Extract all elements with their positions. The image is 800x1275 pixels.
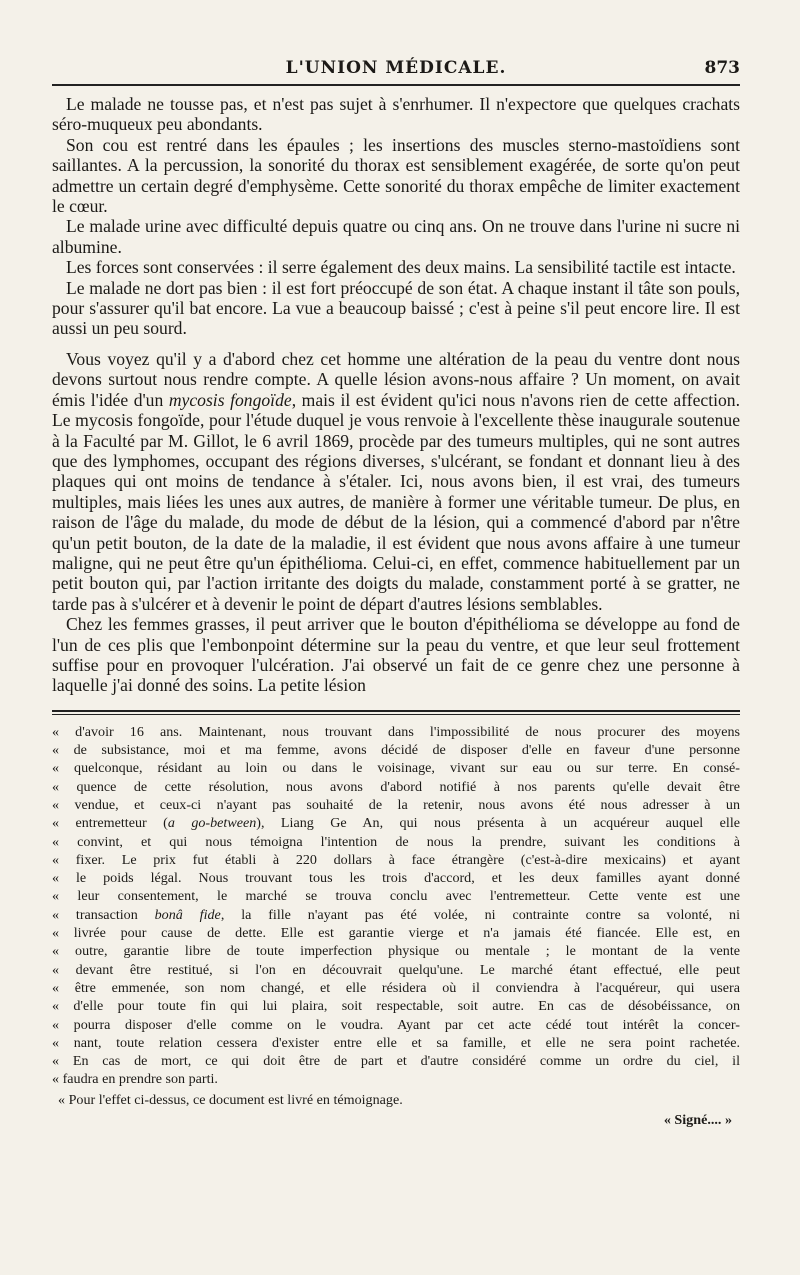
footnote-line: « devant être restitué, si l'on en découvrait quelqu'une. Le marché étant effectué, elle peut [52,961,740,978]
italic-term: mycosis fongoïde [168,389,292,410]
italic-term: bonâ fide [154,906,221,923]
footnote-line: « fixer. Le prix fut établi à 220 dollars à face étrangère (c'est-à-dire mexicains) et ayant [52,851,740,868]
footnote-line: « outre, garantie libre de toute imperfection physique ou mentale ; le montant de la vente [52,943,740,960]
text-run: , la fille n'ayant pas été volée, ni contrainte contre sa volonté, ni [220,906,740,923]
footnote-line: « quence de cette résolution, nous avons d'abord notifié à nos parents qu'elle devait être [52,778,740,795]
page-number: 873 [704,58,740,78]
header-rule [52,84,740,86]
footnote-line: « pourra disposer d'elle comme on le voudra. Ayant par cet acte cédé tout intérêt la concer- [52,1016,740,1033]
italic-term: a go-between [167,815,257,832]
paragraph: Son cou est rentré dans les épaules ; les insertions des muscles sterno-mastoïdiens sont saillantes. A la percussion, la sonorité du thorax est sensiblement exagérée, de sorte qu'on peut admettre un certain degré d'emphysème. Cette sonorité du thorax empêche de limiter exactement le cœur. [52,134,740,217]
signature-line: « Signé.... » [663,1112,732,1129]
footnote-line: « faudra en prendre son parti. [52,1071,218,1088]
text-run: « transaction [52,906,155,923]
footnote-line: « quelconque, résidant au loin ou dans le voisinage, vivant sur eau ou sur terre. En consé- [52,760,740,777]
footnote-line: « de subsistance, moi et ma femme, avons décidé de disposer d'elle en faveur d'une personne [52,742,740,759]
paragraph: Le malade ne tousse pas, et n'est pas sujet à s'enrhumer. Il n'expectore que quelques crachats séro-muqueux peu abondants. [52,94,740,135]
separator-rule [52,710,740,712]
running-title: L'UNION MÉDICALE. [285,58,507,78]
page-header [52,50,740,84]
footnote-line: « livrée pour cause de dette. Elle est garantie vierge et n'a jamais été fiancée. Elle est, en [52,925,740,942]
footnote-line: « le poids légal. Nous trouvant tous les trois d'accord, et les deux familles ayant donné [52,870,740,887]
footnote-line: « vendue, et ceux-ci n'ayant pas souhaité de la retenir, nous avons été nous adresser à un [52,796,740,813]
paragraph: Le malade urine avec difficulté depuis quatre ou cinq ans. On ne trouve dans l'urine ni sucre ni albumine. [52,216,740,257]
footnote-line: « convint, et qui nous témoigna l'intention de nous la prendre, suivant les conditions à [52,833,740,850]
footnote-line: « En cas de mort, ce qui doit être de part et d'autre considéré comme un ordre du ciel, il [52,1053,740,1070]
footnote-line [52,906,740,924]
footnote-closing: « Pour l'effet ci-dessus, ce document est livré en témoignage. [58,1091,403,1108]
text-run: « entremetteur ( [52,815,168,832]
footnote-line [52,814,740,832]
document-page [52,50,740,1129]
paragraph: Les forces sont conservées : il serre également des deux mains. La sensibilité tactile est intacte. [66,257,736,278]
footnote-line: « d'elle pour toute fin qui lui plaira, soit respectable, soit autre. En cas de désobéissance, on [52,998,740,1015]
paragraph: Le malade ne dort pas bien : il est fort préoccupé de son état. A chaque instant il tâte son pouls, pour s'assurer qu'il bat encore. La vue a beaucoup baissé ; c'est à peine s'il peut encore lire. Il est aussi un peu sourd. [52,277,740,339]
separator-rule [52,714,740,715]
paragraph [52,349,740,614]
footnote-line: « d'avoir 16 ans. Maintenant, nous trouvant dans l'impossibilité de nous procurer des moyens [52,723,740,740]
text-run: ), Liang Ge An, qui nous présenta à un acquéreur auquel elle [256,815,740,832]
footnote-line: « leur consentement, le marché se trouva conclu avec l'entremetteur. Cette vente est une [52,888,740,905]
text-run: Vous voyez qu'il y a d'abord chez cet homme une altération de la peau du ventre dont nous devons surtout nous rendre compte. A quelle lésion avons-nous affaire ? Un moment, on avait émis l'idée d'un [52,348,740,410]
footnote-line: « nant, toute relation cessera d'exister entre elle et sa famille, et elle ne sera point rachetée. [52,1034,740,1051]
paragraph: Chez les femmes grasses, il peut arriver que le bouton d'épithélioma se développe au fond de l'un de ces plis que l'embonpoint détermine sur la peau du ventre, et que leur seul frottement suffise pour en provoquer l'ulcération. J'ai observé un fait de ce genre chez une personne à laquelle j'ai donné des soins. La petite lésion [52,614,740,696]
text-run: , mais il est évident qu'ici nous n'avons rien de cette affection. Le mycosis fongoïde, pour l'étude duquel je vous renvoie à l'excellente thèse inaugurale soutenue à la Faculté par M. Gillot, le 6 avril 1869, procède par des tumeurs multiples, qui ne sont autres que des lymphomes, occupant des régions diverses, s'ulcérant, se fondant et donnant lieu à des plaques qui ont moins de tendance à s'étaler. Ici, nous avons bien, il est vrai, des tumeurs multiples, mais liées les unes aux autres, de manière à former une véritable tumeur. De plus, en raison de l'âge du malade, du mode de début de la lésion, qui a commencé d'abord par n'être qu'un petit bouton, de la date de la maladie, il est évident que nous avons affaire à une tumeur maligne, qui ne peut être qu'un épithélioma. Celui-ci, en effet, commence habituellement par un petit bouton qui, par l'action irritante des doigts du malade, constamment porté à se gratter, ne tarde pas à s'ulcérer et à devenir le point de départ d'autres lésions semblables. [52,389,740,614]
footnote-separator [52,710,740,715]
footnote-line: « être emmenée, son nom changé, et elle résidera où il conviendra à l'acquéreur, qui usera [52,979,740,996]
footnote [52,723,740,1130]
main-text [52,94,740,696]
